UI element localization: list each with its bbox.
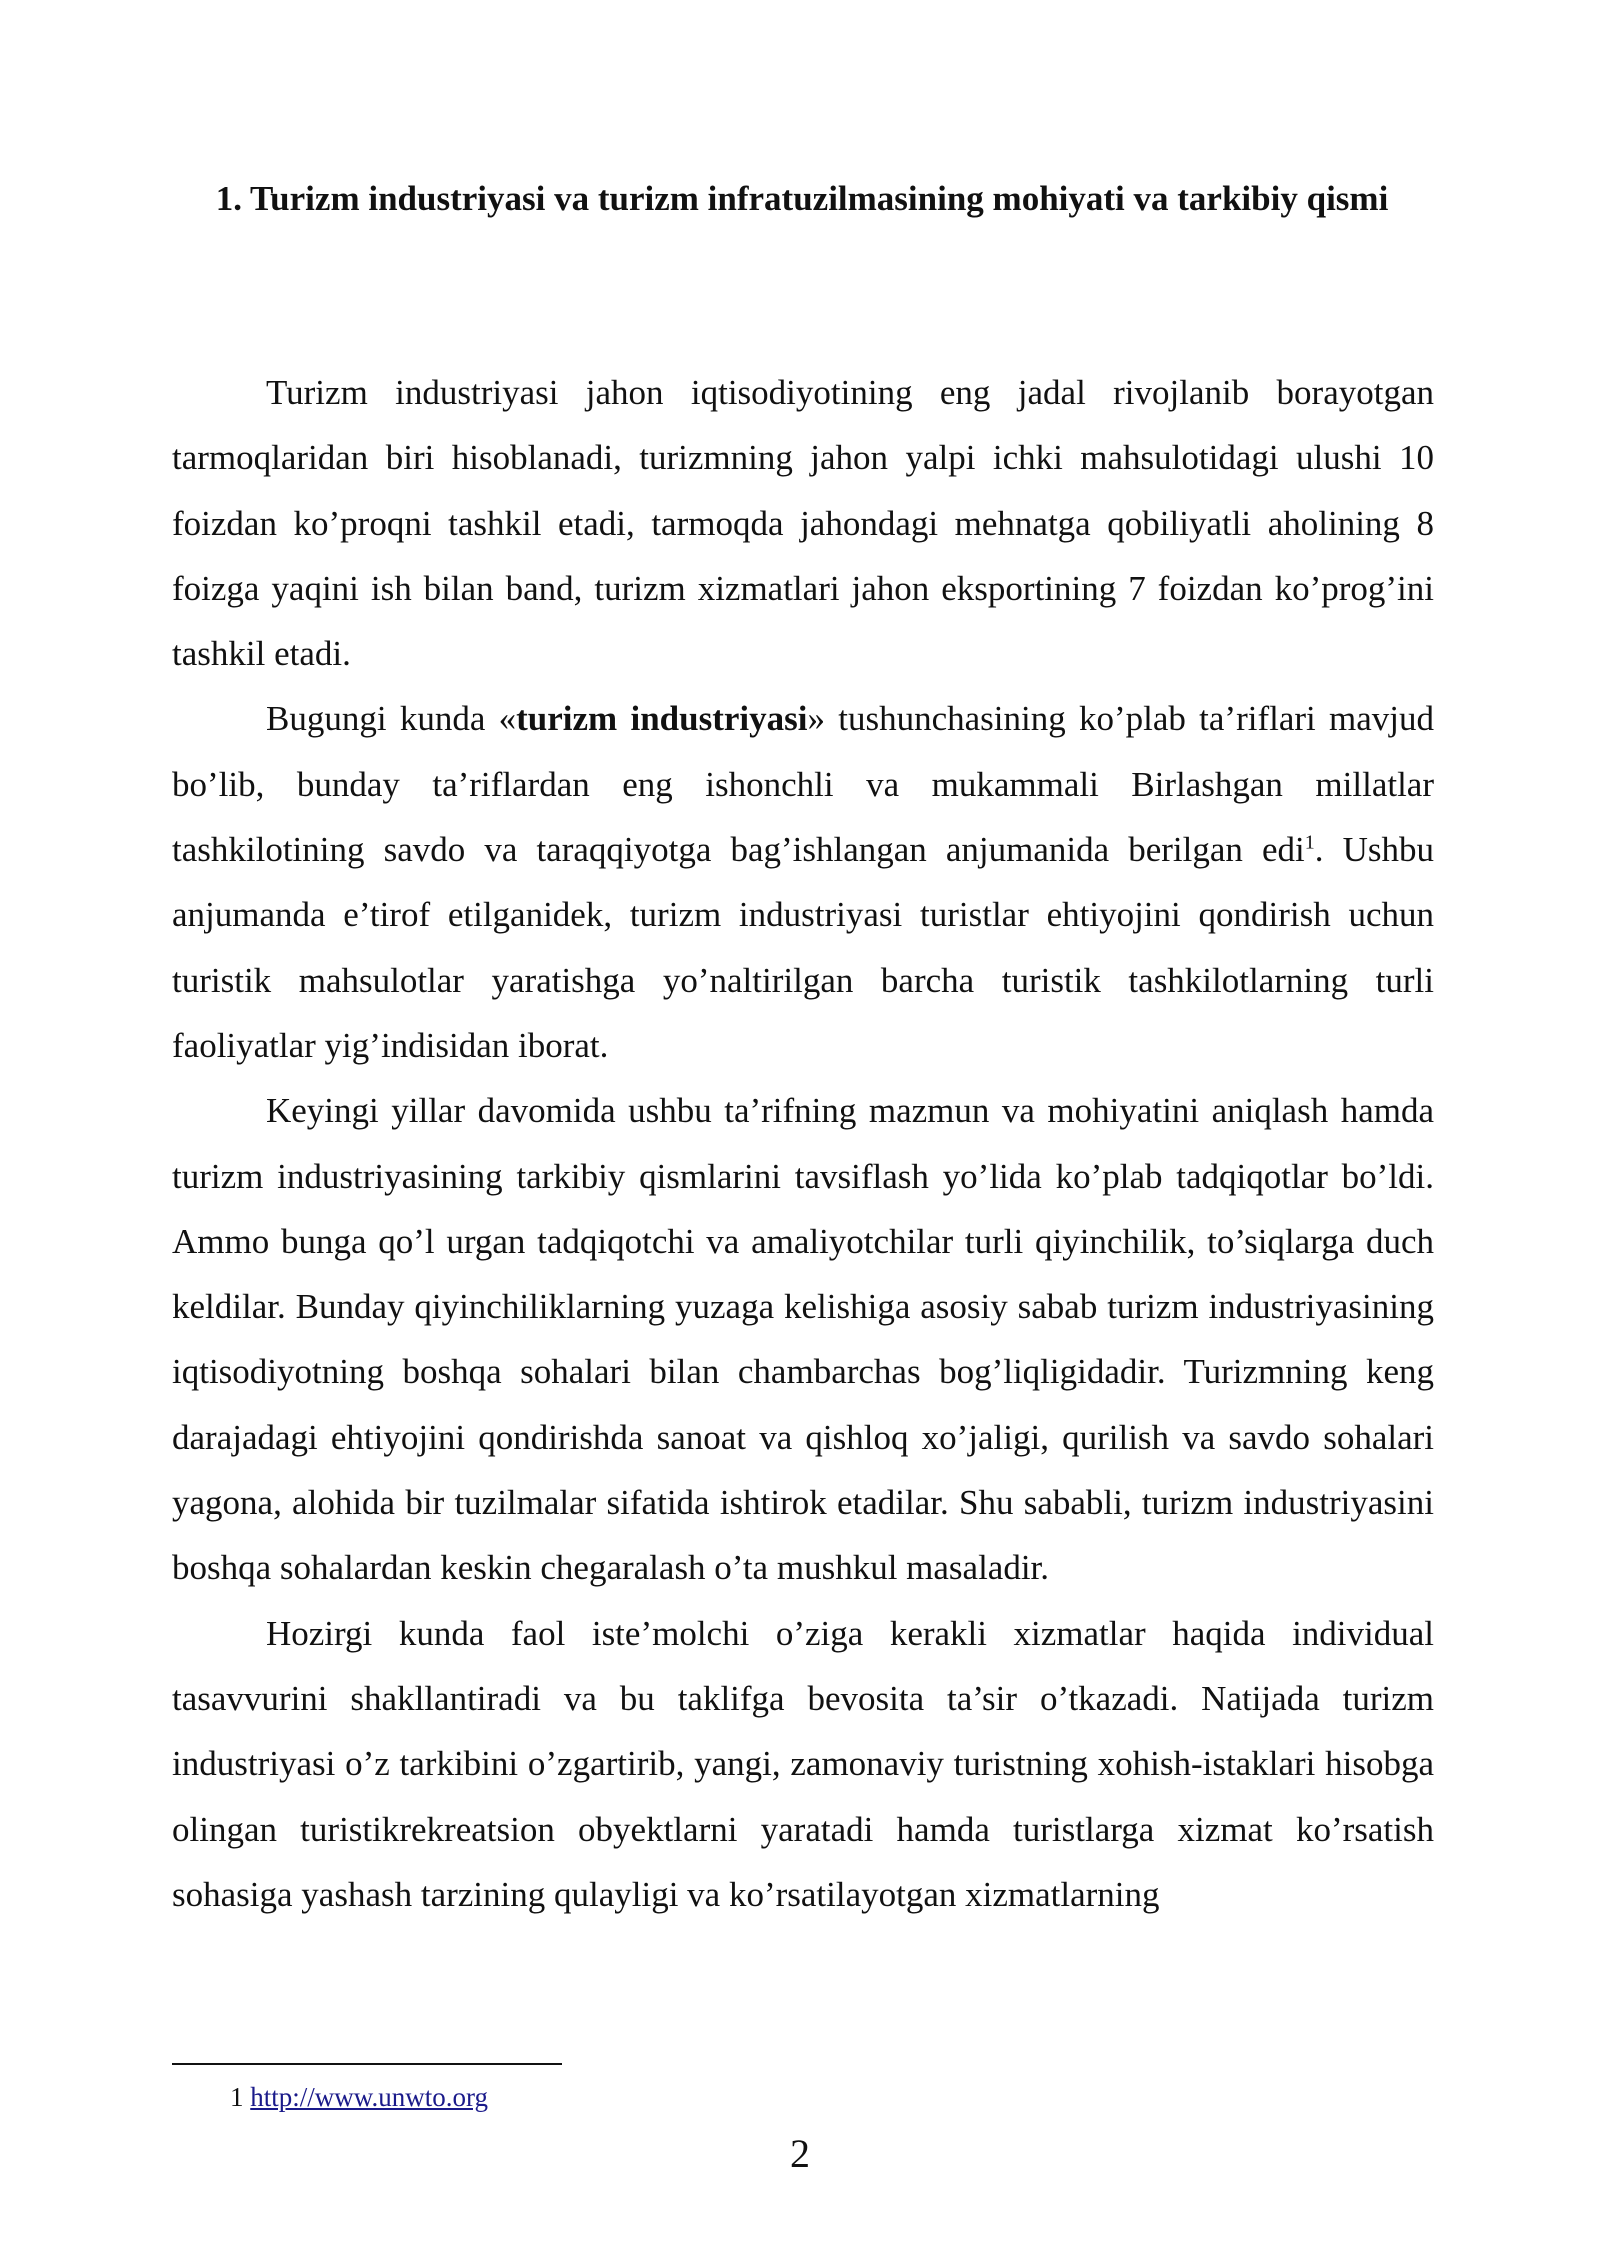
page-number: 2 [790, 2131, 810, 2176]
paragraph-3: Keyingi yillar davomida ushbu ta’rifning mazmun va mohiyatini aniqlash hamda turizm industriyasining tarkibiy qismlarini tavsiflash yo’lida ko’plab tadqiqotlar bo’ldi. Ammo bunga qo’l urgan tadqiqotchi va amaliyotchilar turli qiyinchilik, to’siqlarga duch keldilar. Bunday qiyinchiliklarning yuzaga kelishiga asosiy sabab turizm industriyasining iqtisodiyotning boshqa sohalari bilan chambarchas bog’liqligidadir. Turizmning keng darajadagi ehtiyojini qondirishda sanoat va qishloq xo’jaligi, qurilish va savdo sohalari yagona, alohida bir tuzilmalar sifatida ishtirok etadilar. Shu sababli, turizm industriyasini boshqa sohalardan keskin chegaralash o’ta mushkul masaladir. [172, 1091, 1434, 1588]
bold-term: turizm industriyasi [516, 699, 808, 739]
footnote-number: 1 [230, 2082, 244, 2112]
paragraph-2-start: Bugungi kunda « [266, 699, 517, 739]
paragraph-4: Hozirgi kunda faol iste’molchi o’ziga kerakli xizmatlar haqida individual tasavvurini shakllantiradi va bu taklifga bevosita ta’sir o’tkazadi. Natijada turizm industriyasi o’z tarkibini o’zgartirib, yangi, zamonaviy turistning xohish-istaklari hisobga olingan turistikrekreatsion obyektlarni yaratadi hamda turistlarga xizmat ko’rsatish sohasiga yashash tarzining qulayligi va ko’rsatilayotgan xizmatlarning [172, 1613, 1434, 1914]
footnote-link[interactable]: http://www.unwto.org [250, 2082, 489, 2112]
section-title: 1. Turizm industriyasi va turizm infratuzilmasining mohiyati va tarkibiy qismi [215, 179, 1389, 218]
footnote [230, 2080, 488, 2114]
paragraph-2 [172, 686, 1434, 1078]
footnote-separator [172, 2063, 562, 2065]
paragraph-2-end: . Ushbu anjumanda e’tirof etilganidek, turizm industriyasi turistlar ehtiyojini qondirish uchun turistik mahsulotlar yaratishga yo’naltirilgan barcha turistik tashkilotlarning turli faoliyatlar yig’indisidan iborat. [172, 830, 1434, 1065]
paragraph-1: Turizm industriyasi jahon iqtisodiyotining eng jadal rivojlanib borayotgan tarmoqlaridan biri hisoblanadi, turizmning jahon yalpi ichki mahsulotidagi ulushi 10 foizdan ko’proqni tashkil etadi, tarmoqda jahondagi mehnatga qobiliyatli aholining 8 foizga yaqini ish bilan band, turizm xizmatlari jahon eksportining 7 foizdan ko’prog’ini tashkil etadi. [172, 373, 1434, 674]
paragraph-2-middle: » tushunchasining ko’plab ta’riflari mavjud bo’lib, bunday ta’riflardan eng ishonchli va mukammali Birlashgan millatlar tashkilotining savdo va taraqqiyotga bag’ishlangan anjumanida berilgan edi [172, 699, 1435, 870]
footnote-reference[interactable]: 1 [1304, 831, 1315, 854]
body-text [172, 360, 1434, 1927]
